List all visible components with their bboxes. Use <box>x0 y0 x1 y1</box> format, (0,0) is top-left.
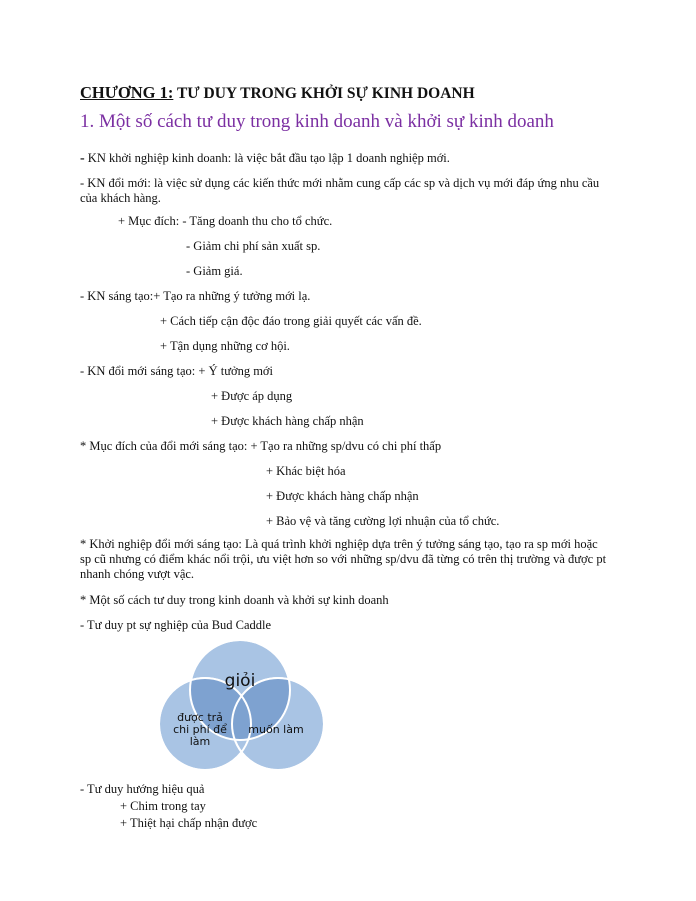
venn-label-right: muốn làm <box>248 723 304 736</box>
dash-bullet: - <box>80 151 85 166</box>
bud-caddle-line: - Tư duy pt sự nghiệp của Bud Caddle <box>80 618 272 632</box>
kn-dmst-line-3: + Được khách hàng chấp nhận <box>211 414 364 428</box>
kn-sang-tao-line-3: + Tận dụng những cơ hội. <box>160 339 290 353</box>
md-dmst-line-3: + Được khách hàng chấp nhận <box>266 489 419 503</box>
chapter-name: TƯ DUY TRONG KHỞI SỰ KINH DOANH <box>176 85 475 102</box>
kn-khoi-nghiep-text: KN khởi nghiệp kinh doanh: là việc bắt đầu tạo lập 1 doanh nghiệp mới. <box>87 151 450 165</box>
kn-doi-moi-paragraph: - KN đổi mới: là việc sử dụng các kiến thức mới nhằm cung cấp các sp và dịch vụ mới đáp ứng nhu cầu của khách hàng. <box>80 176 600 205</box>
hieu-qua-line-3: + Thiệt hại chấp nhận được <box>120 816 258 830</box>
mot-so-cach-line: * Một số cách tư duy trong kinh doanh và khởi sự kinh doanh <box>80 593 389 607</box>
venn-label-left-1: được trả <box>177 711 223 724</box>
hieu-qua-line-1: - Tư duy hướng hiệu quả <box>80 782 205 796</box>
chapter-label: CHƯƠNG 1: <box>80 83 174 102</box>
muc-dich-line-2: - Giảm chi phí sản xuất sp. <box>186 239 321 253</box>
kn-sang-tao-line-1: - KN sáng tạo:+ Tạo ra những ý tưởng mới lạ. <box>80 289 311 303</box>
md-dmst-line-1: * Mục đích của đổi mới sáng tạo: + Tạo ra những sp/dvu có chi phí thấp <box>80 439 442 453</box>
muc-dich-line-3: - Giảm giá. <box>186 264 243 278</box>
venn-label-left-2: chi phí để <box>173 723 227 736</box>
kn-khoi-nghiep-dmst-paragraph: * Khởi nghiệp đổi mới sáng tạo: Là quá trình khởi nghiệp dựa trên ý tưởng sáng tạo, tạo ra sp mới hoặc sp cũ nhưng có điểm khác nổi trội, ưu việt hơn so với những sp/dvu đã từng có trên thị trường và được pt nhanh chóng vượt vậc. <box>80 537 607 581</box>
kn-dmst-line-2: + Được áp dụng <box>211 389 293 403</box>
kn-dmst-line-1: - KN đổi mới sáng tạo: + Ý tưởng mới <box>80 364 274 378</box>
hieu-qua-line-2: + Chim trong tay <box>120 799 206 813</box>
kn-sang-tao-line-2: + Cách tiếp cận độc đáo trong giải quyết các vấn đề. <box>160 314 422 328</box>
section-heading: 1. Một số cách tư duy trong kinh doanh và khởi sự kinh doanh <box>80 111 554 132</box>
md-dmst-line-2: + Khác biệt hóa <box>266 464 346 478</box>
md-dmst-line-4: + Bảo vệ và tăng cường lợi nhuận của tổ chức. <box>266 514 500 528</box>
venn-label-left-3: làm <box>189 735 211 748</box>
muc-dich-line-1: + Mục đích: - Tăng doanh thu cho tổ chức. <box>118 214 333 228</box>
venn-label-top: giỏi <box>224 671 256 691</box>
